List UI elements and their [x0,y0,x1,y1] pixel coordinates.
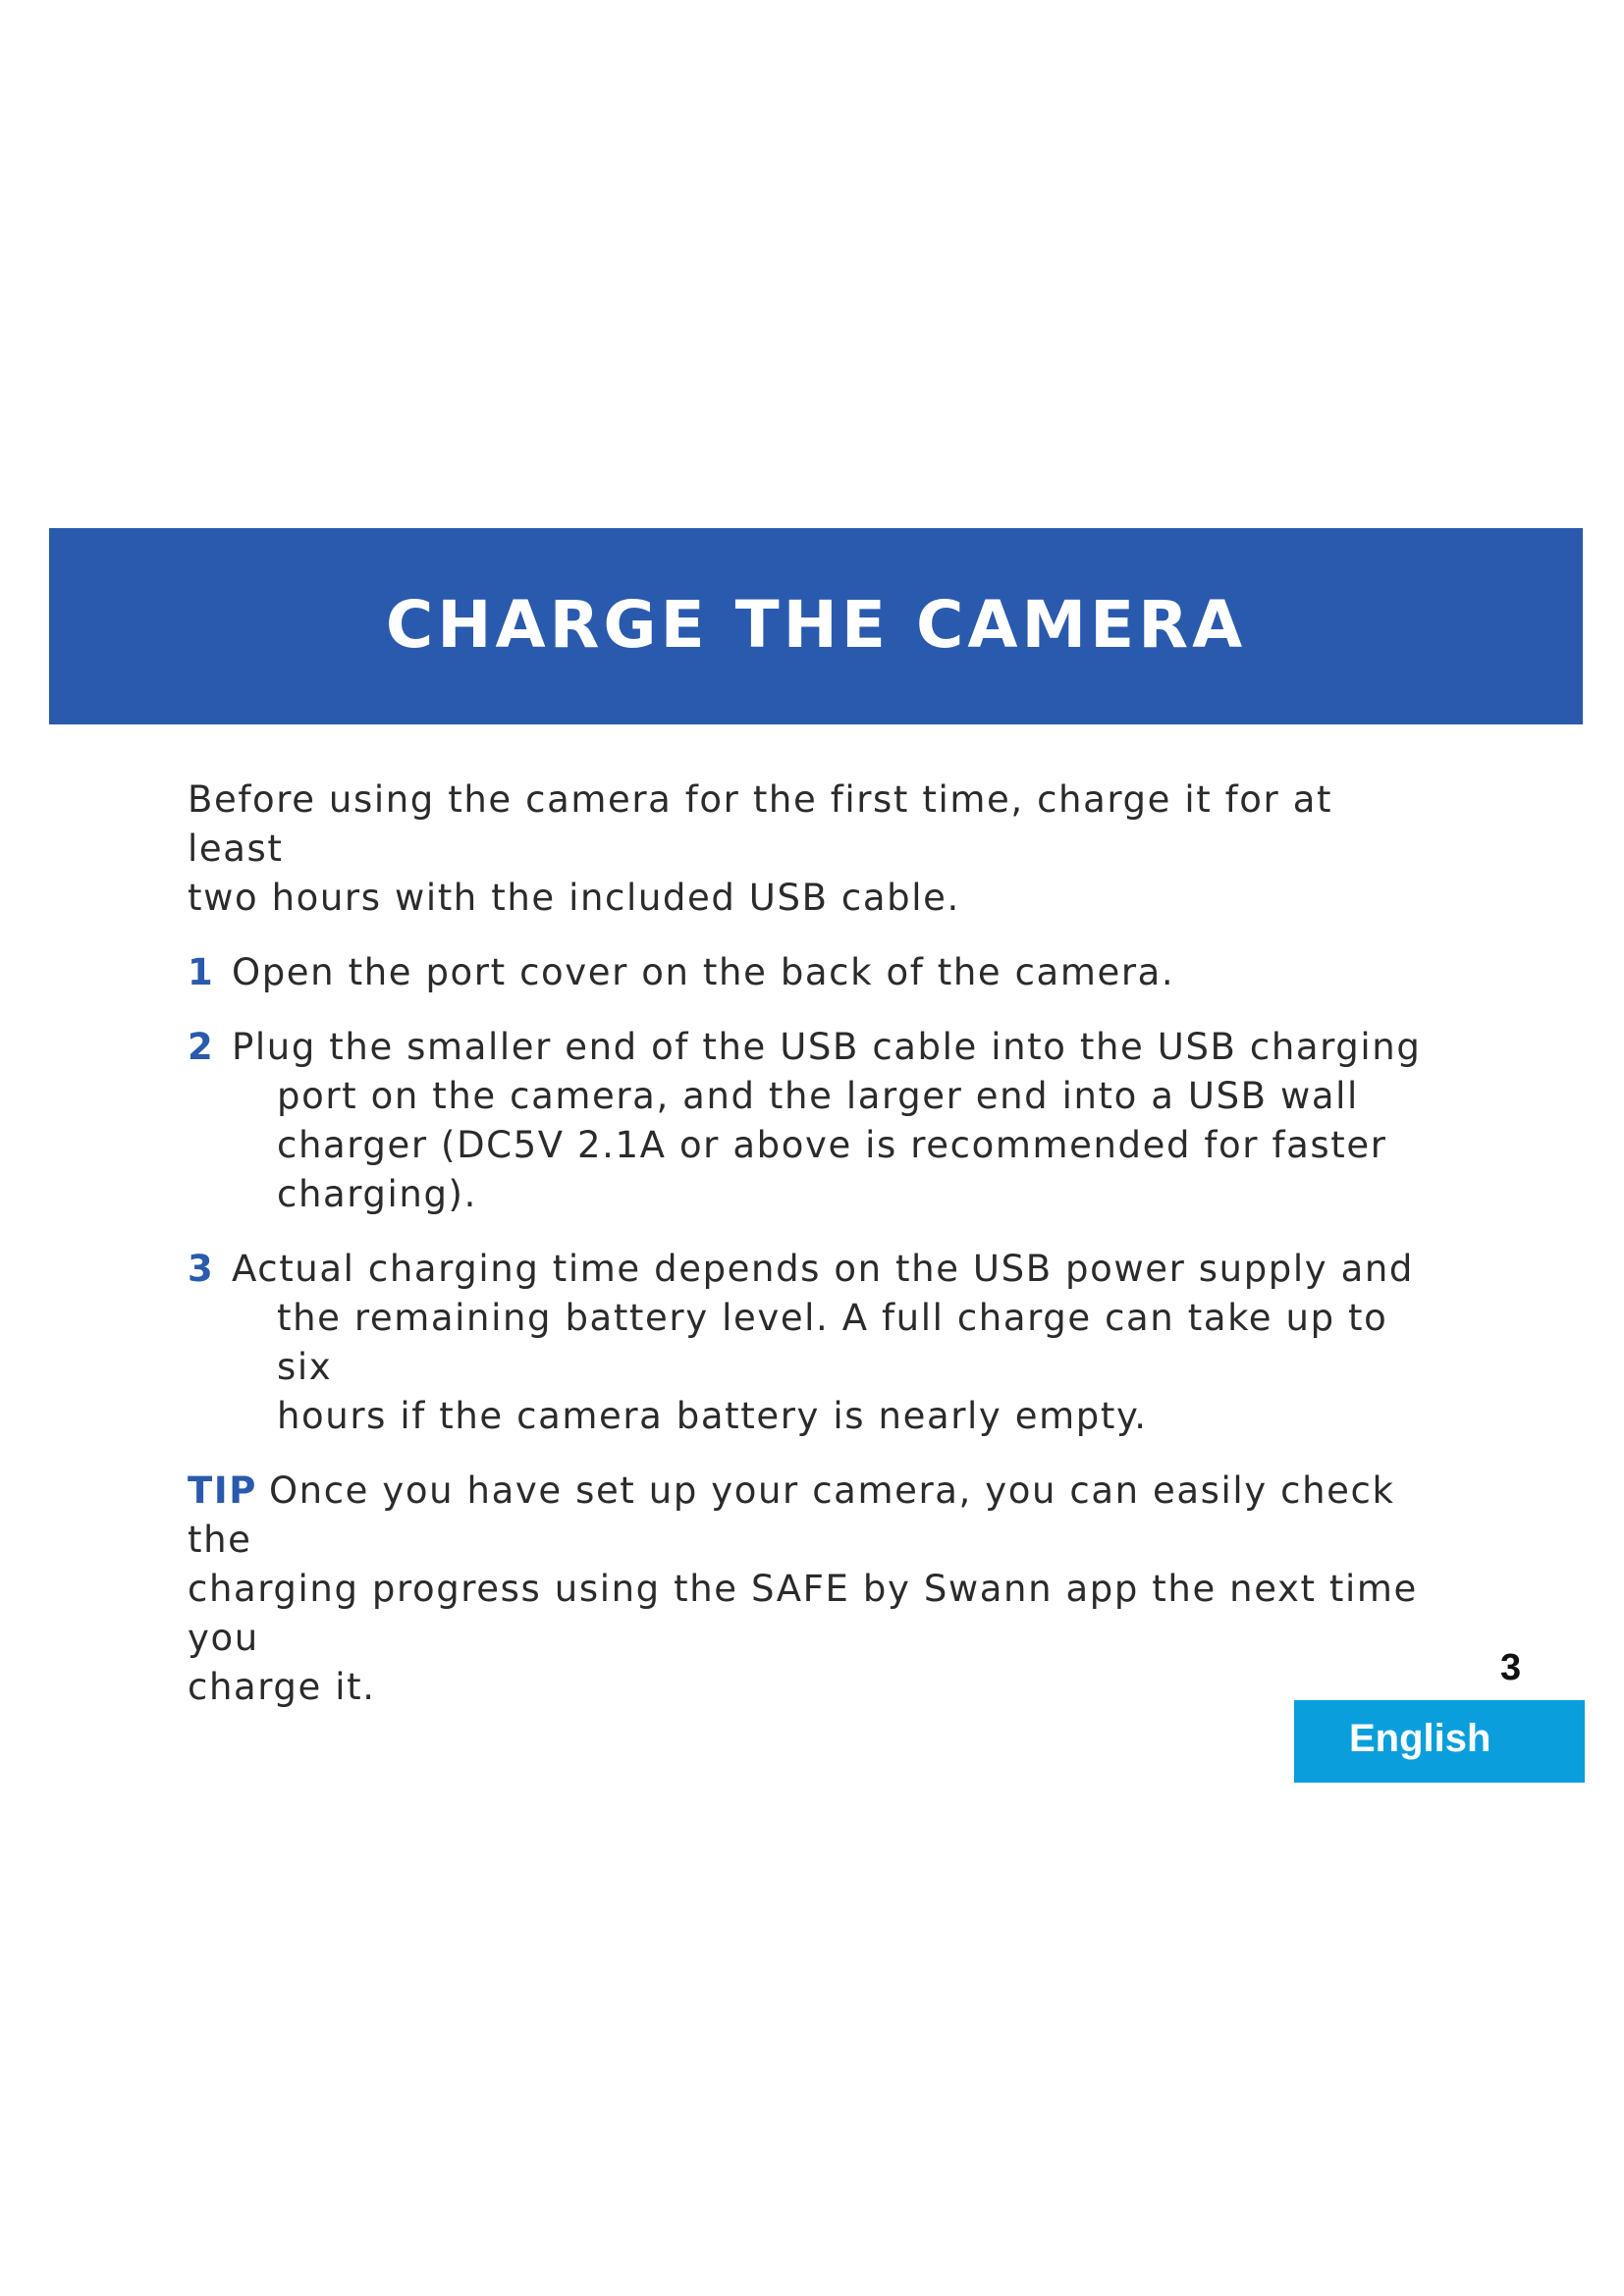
step-text: hours if the camera battery is nearly empty. [277,1395,1148,1437]
page-number: 3 [1500,1647,1522,1688]
step-text: Actual charging time depends on the USB power supply and [232,1248,1415,1290]
section-header-band [49,528,1583,724]
language-tab [1294,1700,1585,1783]
step-2 [188,1023,1425,1219]
step-text: the remaining battery level. A full charge can take up to six [277,1297,1388,1388]
intro-line: two hours with the included USB cable. [188,877,960,919]
step-number: 2 [188,1026,215,1068]
step-number: 1 [188,951,215,993]
intro-paragraph [188,775,1425,923]
step-text: Plug the smaller end of the USB cable into the USB charging [232,1026,1422,1068]
step-number: 3 [188,1248,215,1290]
tip-paragraph [188,1467,1425,1712]
tip-label: TIP [188,1469,257,1512]
step-3 [188,1245,1425,1441]
step-text: charger (DC5V 2.1A or above is recommended for faster [277,1124,1387,1166]
tip-text: charge it. [188,1666,376,1708]
page-title: CHARGE THE CAMERA [385,586,1247,663]
step-text: Open the port cover on the back of the camera. [232,951,1175,993]
tip-text: charging progress using the SAFE by Swann app the next time you [188,1568,1418,1659]
step-text: port on the camera, and the larger end into a USB wall [277,1075,1359,1117]
language-label: English [1349,1716,1491,1760]
intro-line: Before using the camera for the first time, charge it for at least [188,778,1333,870]
step-1 [188,948,1425,997]
main-content [188,775,1425,1712]
step-text: charging). [277,1173,477,1215]
tip-text: Once you have set up your camera, you can easily check the [188,1469,1395,1561]
